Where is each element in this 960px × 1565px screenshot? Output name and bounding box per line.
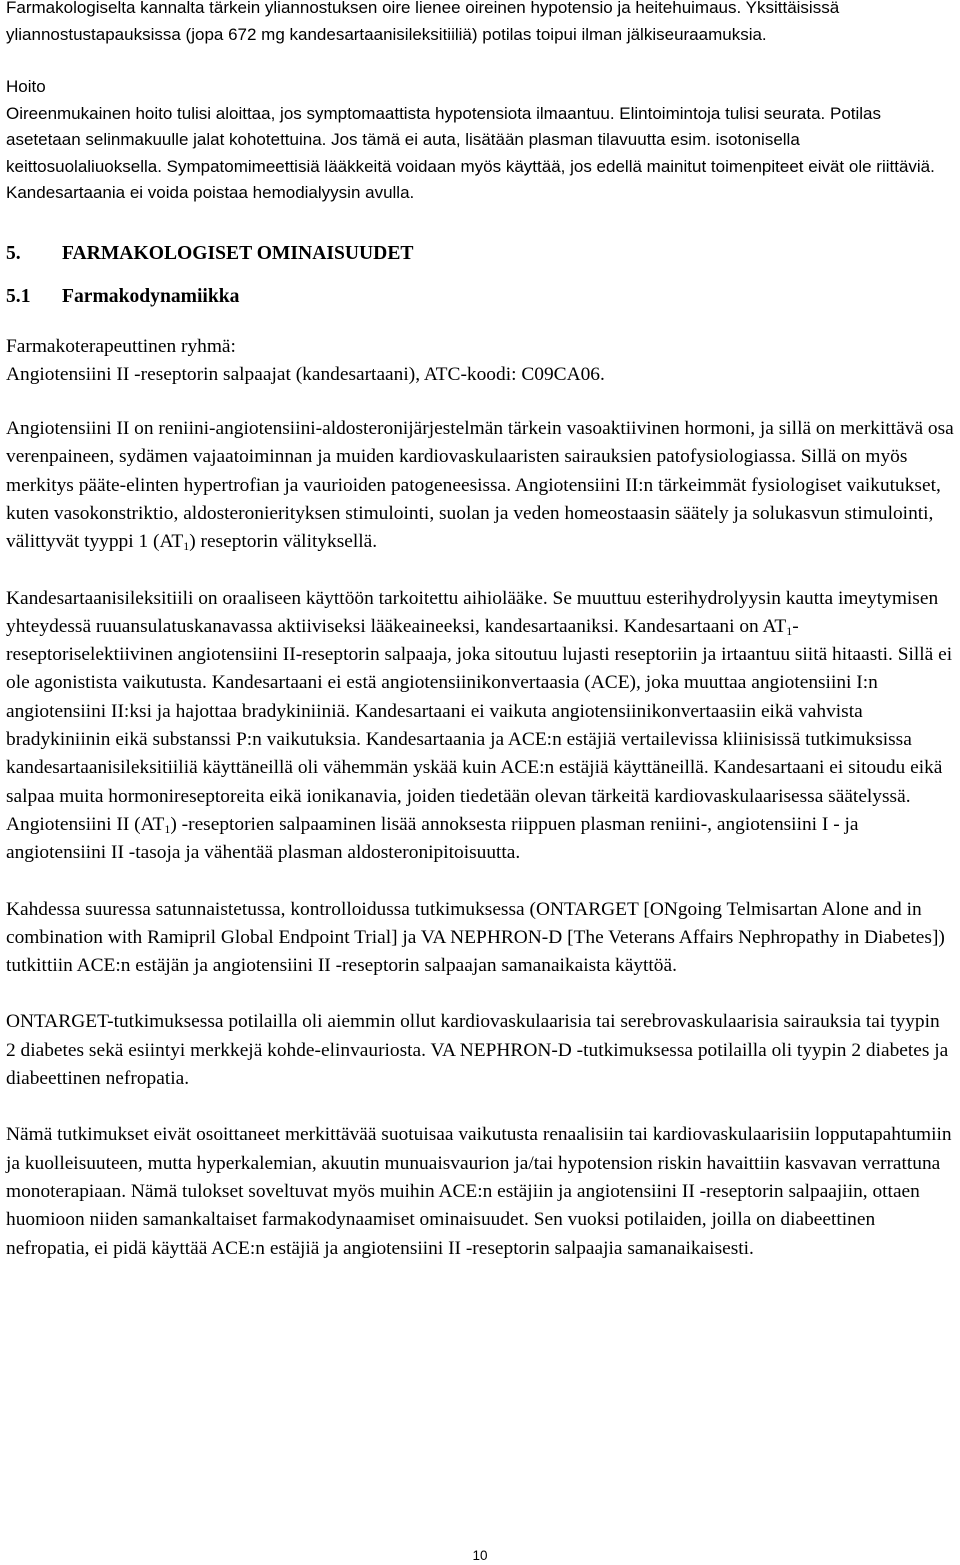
subsection-heading	[6, 282, 954, 312]
overdose-intro: Farmakologiselta kannalta tärkein yliannostuksen oire lienee oireinen hypotensio ja heitehuimaus. Yksittäisissä yliannostustapauksissa (jopa 672 mg kandesartaanisileksitiiliä) potilas toipui ilman jälkiseuraamuksia.	[6, 0, 840, 44]
treatment-text: Oireenmukainen hoito tulisi aloittaa, jos symptomaattista hypotensiota ilmaantuu. Elintoimintoja tulisi seurata. Potilas asetetaan selinmakuulle jalat kohotettuina. Jos tämä ei auta, lisätään plasman tilavuutta esim. isotonisella keittosuolaliuoksella. Sympatomimeettisiä lääkkeitä voidaan myös käyttää, jos edellä mainitut toimenpiteet eivät ole riittäviä. Kandesartaania ei voida poistaa hemodialyysin avulla.	[6, 103, 935, 202]
paragraph-candesartan-text-b: -reseptoriselektiivinen angiotensiini II-reseptorin salpaaja, joka sitoutuu lujasti reseptoriin ja irtaantuu siitä hitaasti. Sillä ei ole agonistista vaikutusta. Kandesartaani ei estä angiotensiinikonvertaasia (ACE), joka muuttaa angiotensiini I:n angiotensiini II:ksi ja hajottaa bradykiniiniä. Kandesartaani ei vaikuta angiotensiinikonvertaasiin eikä vahvista bradykiniinin eikä substanssi P:n vaikutuksia. Kandesartaania ja ACE:n estäjiä vertailevissa kliinisissä tutkimuksissa kandesartaanisileksitiiliä käyttäneillä oli vähemmän yskää kuin ACE:n estäjiä käyttäneillä. Kandesartaani ei sitoudu eikä salpaa muita hormonireseptoreita eikä ionikanavia, joiden tiedetään olevan tärkeitä kardiovaskulaarisessa säätelyssä. Angiotensiini II (AT	[6, 615, 953, 835]
paragraph-angiotensin-text-a: Angiotensiini II on reniini-angiotensiini-aldosteronijärjestelmän tärkein vasoaktiivinen hormoni, ja sillä on merkittävä osa verenpaineen, sydämen vajaatoiminnan ja muiden kardiovaskulaaristen sairauksien patofysiologiassa. Sillä on myös merkitys pääte-elinten hypertrofian ja vaurioiden patogeneesissa. Angiotensiini II:n tärkeimmät fysiologiset vaikutukset, kuten vasokonstriktio, aldosteronierityksen stimulointi, suolan ja veden homeostaasin säätely ja solukasvun stimulointi, välittyvät tyyppi 1 (AT	[6, 418, 954, 553]
document-page	[6, 0, 954, 1263]
subsection-number: 5.1	[6, 285, 31, 307]
paragraph-candesartan-sub-2: 1	[164, 821, 171, 836]
paragraph-angiotensin-sub: 1	[183, 539, 190, 554]
subsection-title: Farmakodynamiikka	[62, 285, 240, 307]
therapeutic-group-value: Angiotensiini II -reseptorin salpaajat (kandesartaani), ATC-koodi: C09CA06.	[6, 363, 605, 385]
paragraph-candesartan-text-c: ) -reseptorien salpaaminen lisää annoksesta riippuen plasman reniini-, angiotensiini I - ja angiotensiini II -tasoja ja vähentää plasman aldosteronipitoisuutta.	[6, 813, 859, 864]
paragraph-candesartan-text-a: Kandesartaanisileksitiili on oraaliseen käyttöön tarkoitettu aihiolääke. Se muuttuu esterihydrolyysin kautta imeytymisen yhteydessä ruuansulatuskanavassa aktiiviseksi lääkeaineeksi, kandesartaaniksi. Kandesartaani on AT	[6, 587, 939, 637]
paragraph-candesartan	[6, 585, 954, 868]
paragraph-conclusions: Nämä tutkimukset eivät osoittaneet merkittävää suotuisaa vaikutusta renaalisiin tai kardiovaskulaarisiin lopputapahtumiin ja kuolleisuuteen, mutta hyperkalemian, akuutin munuaisvaurion ja/tai hypotension riskin havaittiin kasvavan verrattuna monoterapiaan. Nämä tulokset soveltuvat myös muihin ACE:n estäjiin ja angiotensiini II -reseptorin salpaajiin, ottaen huomioon niiden samankaltaiset farmakodynaamiset ominaisuudet. Sen vuoksi potilaiden, joilla on diabeettinen nefropatia, ei pidä käyttää ACE:n estäjiä ja angiotensiini II -reseptorin salpaajia samanaikaisesti.	[6, 1124, 952, 1259]
section-number: 5.	[6, 242, 21, 264]
paragraph-angiotensin	[6, 415, 954, 556]
section-heading	[6, 241, 954, 267]
paragraph-ontarget: ONTARGET-tutkimuksessa potilailla oli aiemmin ollut kardiovaskulaarisia tai serebrovaskulaarisia sairauksia tai tyypin 2 diabetes sekä esiintyi merkkejä kohde-elinvauriosta. VA NEPHRON-D -tutkimuksessa potilailla oli tyypin 2 diabetes ja diabeettinen nefropatia.	[6, 1011, 949, 1090]
therapeutic-group-label: Farmakoterapeuttinen ryhmä:	[6, 335, 236, 357]
page-number: 10	[472, 1548, 488, 1563]
paragraph-angiotensin-text-b: ) reseptorin välityksellä.	[189, 531, 378, 553]
paragraph-candesartan-sub-1: 1	[786, 623, 793, 638]
paragraph-trials: Kahdessa suuressa satunnaistetussa, kontrolloidussa tutkimuksessa (ONTARGET [ONgoing Telmisartan Alone and in combination with Ramipril Global Endpoint Trial] ja VA NEPHRON-D [The Veterans Affairs Nephropathy in Diabetes]) tutkittiin ACE:n estäjän ja angiotensiini II -reseptorin salpaajan samanaikaista käyttöä.	[6, 898, 945, 977]
treatment-heading: Hoito	[6, 77, 46, 96]
section-title: FARMAKOLOGISET OMINAISUUDET	[62, 242, 414, 264]
